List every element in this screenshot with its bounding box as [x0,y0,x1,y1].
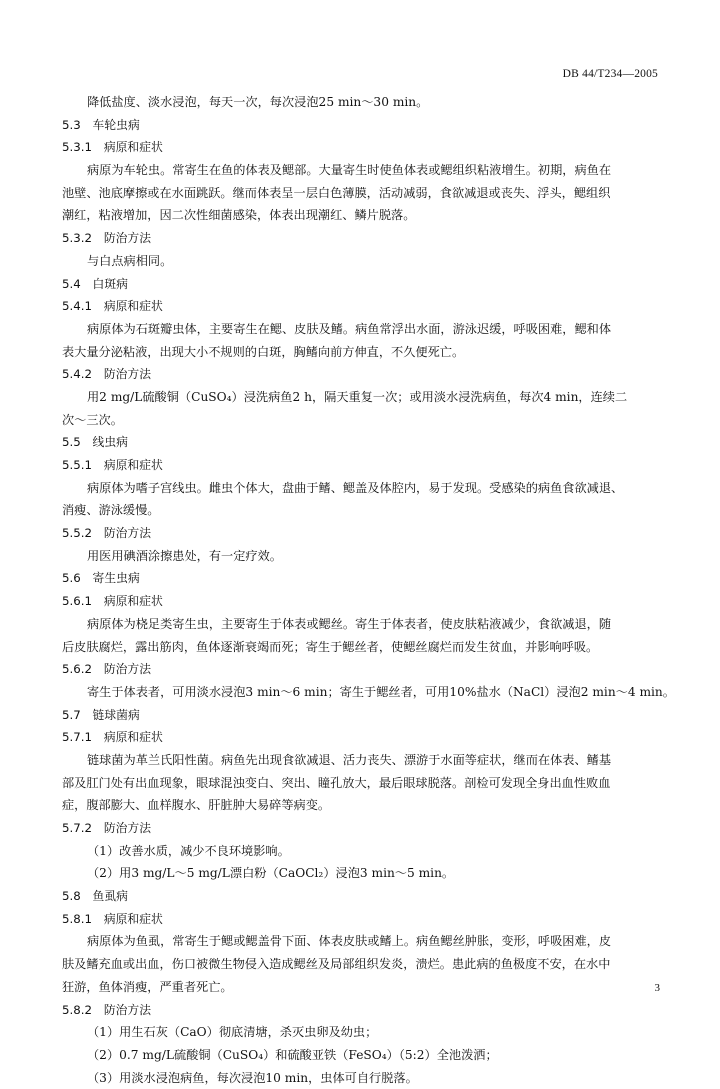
section-heading: 5.4 白斑病 [62,276,128,291]
section-heading: 5.8.2 防治方法 [62,1002,152,1017]
paragraph-line: 寄生于体表者，可用淡水浸泡3 min～6 min；寄生于鳃丝者，可用10%盐水（NaCl）浸泡2 min～4 min。 [87,684,675,699]
section-heading: 5.3.2 防治方法 [62,231,152,246]
paragraph-line: 病原体为鱼虱，常寄生于鳃或鳃盖骨下面、体表皮肤或鳍上。病鱼鳃丝肿胀，变形，呼吸困难，皮 [87,934,612,949]
section-heading: 5.5 线虫病 [62,435,128,450]
section-heading: 5.6 寄生虫病 [62,571,140,586]
section-heading: 5.6.1 病原和症状 [62,594,163,609]
paragraph-line: 潮红，粘液增加，因二次性细菌感染，体表出现潮红、鳞片脱落。 [62,208,416,223]
paragraph-line: 狂游，鱼体消瘦，严重者死亡。 [62,979,233,994]
paragraph-line: 后皮肤腐烂，露出筋肉，鱼体逐渐衰竭而死；寄生于鳃丝者，使鳃丝腐烂而发生贫血，并影响呼吸。 [62,639,599,654]
section-heading: 5.8 鱼虱病 [62,889,128,904]
paragraph-line: 病原体为石斑瓣虫体，主要寄生在鳃、皮肤及鳍。病鱼常浮出水面，游泳迟缓，呼吸困难，鳃和体 [87,321,612,336]
paragraph-line: 部及肛门处有出血现象，眼球混浊变白、突出、瞳孔放大，最后眼球脱落。剖检可发现全身出血性败血 [62,775,611,790]
paragraph-line: 与白点病相同。 [87,253,173,268]
list-item: （3）用淡水浸泡病鱼，每次浸泡10 min，虫体可自行脱落。 [87,1070,418,1085]
list-item: （2）用3 mg/L～5 mg/L漂白粉（CaOCl₂）浸泡3 min～5 min。 [87,866,455,881]
section-heading: 5.3.1 病原和症状 [62,140,163,155]
section-heading: 5.3 车轮虫病 [62,117,140,132]
section-heading: 5.4.2 防治方法 [62,367,152,382]
list-item: （2）0.7 mg/L硫酸铜（CuSO₄）和硫酸亚铁（FeSO₄）（5:2）全池泼洒； [87,1047,498,1062]
paragraph-line: 用2 mg/L硫酸铜（CuSO₄）浸洗病鱼2 h，隔天重复一次；或用淡水浸洗病鱼，每次4 min，连续二 [87,389,628,404]
paragraph-line: 病原体为桡足类寄生虫，主要寄生于体表或鳃丝。寄生于体表者，使皮肤粘液减少，食欲减退，随 [87,616,612,631]
paragraph-line: 用医用碘酒涂擦患处，有一定疗效。 [87,548,282,563]
list-item: （1）改善水质，减少不良环境影响。 [87,843,290,858]
section-heading: 5.7.1 病原和症状 [62,730,163,745]
list-item: （1）用生石灰（CaO）彻底清塘，杀灭虫卵及幼虫； [87,1025,378,1040]
paragraph-line: 病原体为嗜子宫线虫。雌虫个体大，盘曲于鳍、鳃盖及体腔内，易于发现。受感染的病鱼食欲减退、 [87,480,624,495]
section-heading: 5.6.2 防治方法 [62,662,152,677]
document-body [62,91,675,1089]
paragraph-line: 降低盐度、淡水浸泡，每天一次，每次浸泡25 min～30 min。 [87,95,429,109]
paragraph-line: 消瘦、游泳缓慢。 [62,503,160,518]
section-heading: 5.7 链球菌病 [62,707,140,722]
document-code: DB 44/T234—2005 [562,68,658,80]
paragraph-line: 链球菌为革兰氏阳性菌。病鱼先出现食欲减退、活力丧失、漂游于水面等症状，继而在体表、鳍基 [87,752,612,767]
section-heading: 5.5.2 防治方法 [62,526,152,541]
paragraph-line: 肤及鳍充血或出血，伤口被微生物侵入造成鳃丝及局部组织发炎，溃烂。患此病的鱼极度不安，在水中 [62,957,611,972]
page-number: 3 [654,982,660,994]
section-heading: 5.7.2 防治方法 [62,821,152,835]
paragraph-line: 表大量分泌粘液，出现大小不规则的白斑，胸鳍向前方伸直，不久便死亡。 [62,344,465,359]
paragraph-line: 病原为车轮虫。常寄生在鱼的体表及鳃部。大量寄生时使鱼体表或鳃组织粘液增生。初期，病鱼在 [87,163,612,178]
paragraph-line: 池壁、池底摩擦或在水面跳跃。继而体表呈一层白色薄膜，活动减弱，食欲减退或丧失、浮头，鳃组织 [62,185,611,200]
paragraph-line: 次～三次。 [62,412,123,427]
paragraph-line: 症，腹部膨大、血样腹水、肝脏肿大易碎等病变。 [62,798,331,813]
section-heading: 5.4.1 病原和症状 [62,299,163,314]
section-heading: 5.5.1 病原和症状 [62,458,163,472]
section-heading: 5.8.1 病原和症状 [62,911,163,926]
